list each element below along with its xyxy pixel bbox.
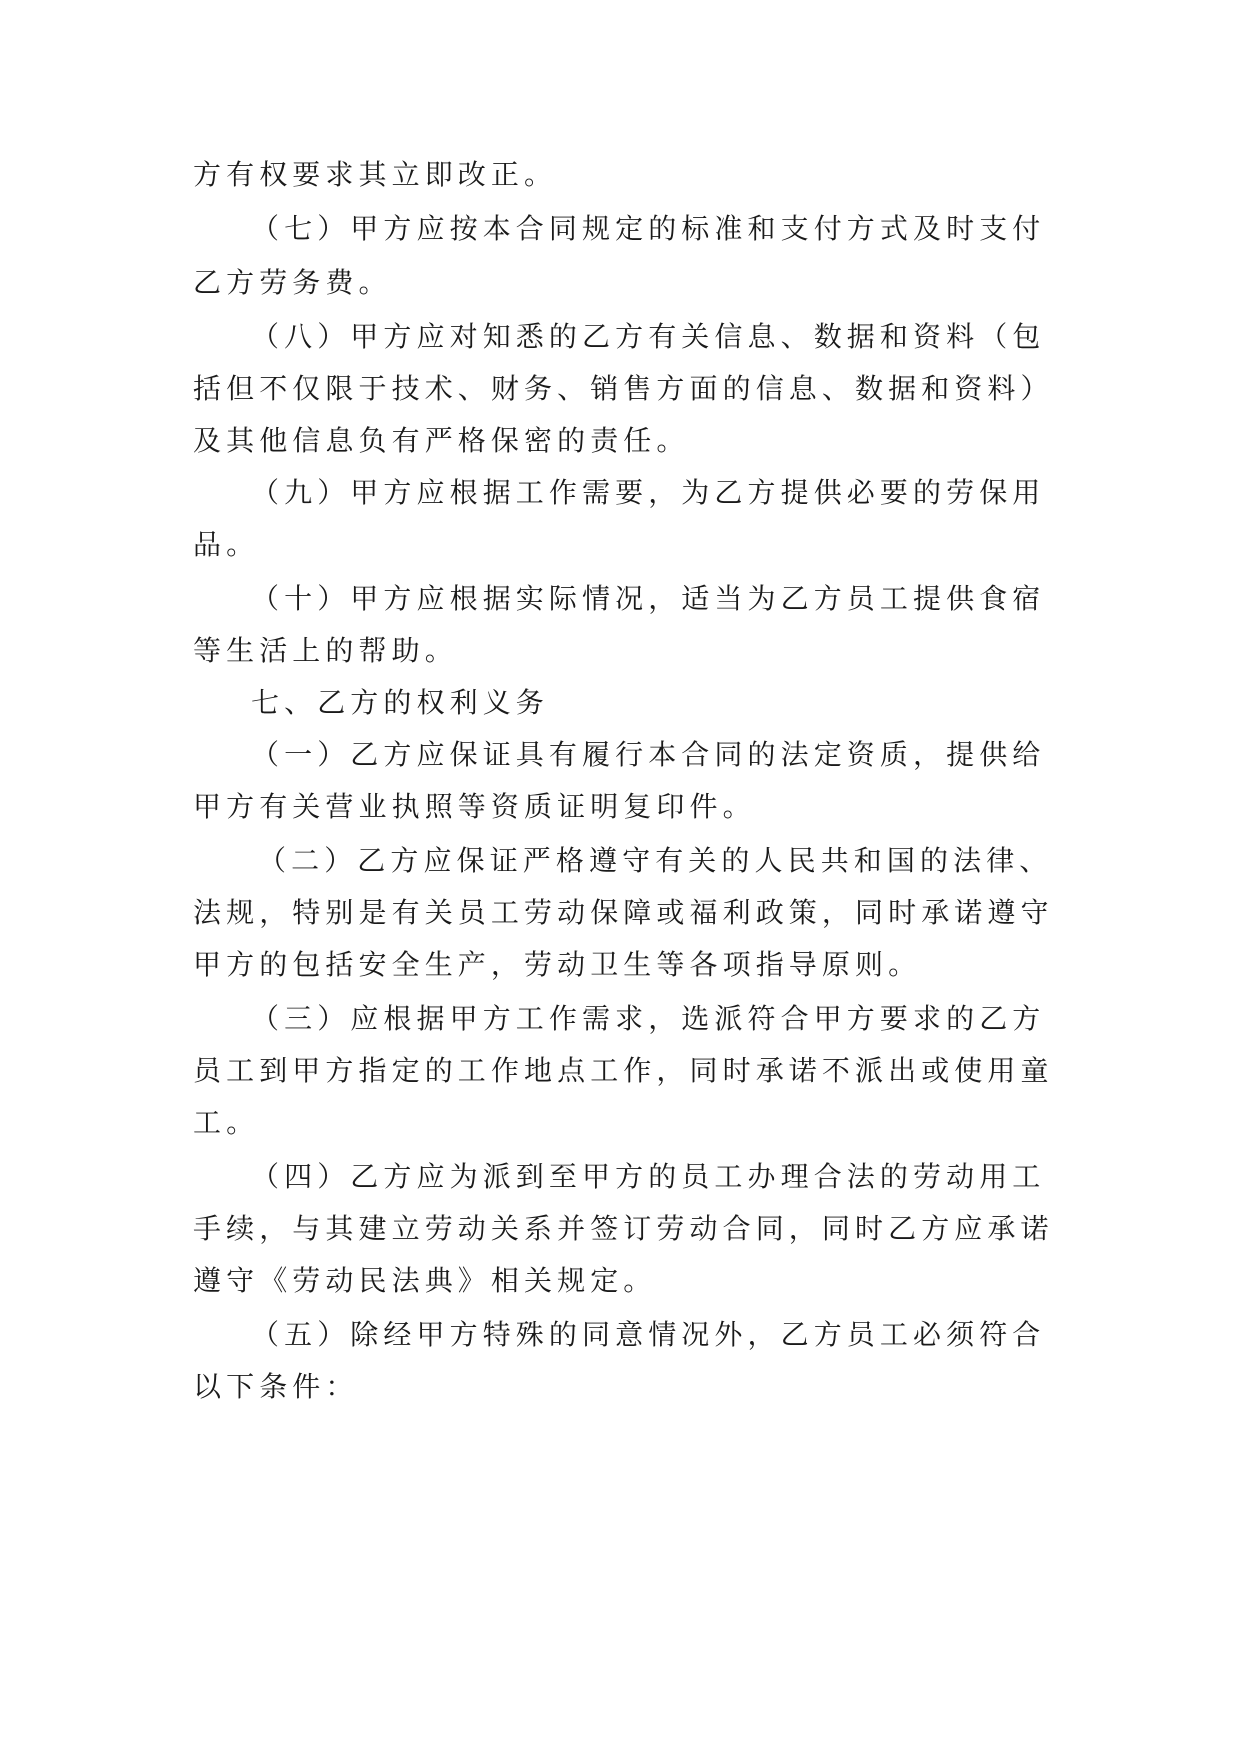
text-line: （十）甲方应根据实际情况，适当为乙方员工提供食宿 bbox=[251, 582, 1046, 615]
text-line: 法规，特别是有关员工劳动保障或福利政策，同时承诺遵守 bbox=[193, 896, 1054, 929]
text-line: （三）应根据甲方工作需求，选派符合甲方要求的乙方 bbox=[251, 1002, 1046, 1035]
text-line: 甲方的包括安全生产，劳动卫生等各项指导原则。 bbox=[193, 948, 922, 981]
text-line: 乙方劳务费。 bbox=[193, 266, 392, 299]
text-line: （一）乙方应保证具有履行本合同的法定资质，提供给 bbox=[251, 738, 1046, 771]
document-body bbox=[193, 158, 1063, 1404]
text-line: 括但不仅限于技术、财务、销售方面的信息、数据和资料） bbox=[193, 372, 1054, 405]
text-line: 手续，与其建立劳动关系并签订劳动合同，同时乙方应承诺 bbox=[193, 1212, 1054, 1245]
text-line: 工。 bbox=[193, 1106, 260, 1139]
text-line: 以下条件： bbox=[193, 1370, 359, 1403]
text-line: 遵守《劳动民法典》相关规定。 bbox=[193, 1264, 657, 1297]
text-line: （二）乙方应保证严格遵守有关的人民共和国的法律、 bbox=[258, 844, 1053, 877]
text-line: （八）甲方应对知悉的乙方有关信息、数据和资料（包 bbox=[251, 320, 1046, 353]
text-line: 品。 bbox=[193, 528, 260, 561]
text-line: 员工到甲方指定的工作地点工作，同时承诺不派出或使用童 bbox=[193, 1054, 1054, 1087]
text-line: 方有权要求其立即改正。 bbox=[193, 158, 558, 191]
text-line: 等生活上的帮助。 bbox=[193, 634, 458, 667]
text-line: 及其他信息负有严格保密的责任。 bbox=[193, 424, 690, 457]
text-line: （九）甲方应根据工作需要，为乙方提供必要的劳保用 bbox=[251, 476, 1046, 509]
text-line: （五）除经甲方特殊的同意情况外，乙方员工必须符合 bbox=[251, 1318, 1046, 1351]
text-line: （七）甲方应按本合同规定的标准和支付方式及时支付 bbox=[251, 212, 1046, 245]
text-line: （四）乙方应为派到至甲方的员工办理合法的劳动用工 bbox=[251, 1160, 1046, 1193]
section-heading: 七、乙方的权利义务 bbox=[251, 686, 549, 719]
text-line: 甲方有关营业执照等资质证明复印件。 bbox=[193, 790, 756, 823]
